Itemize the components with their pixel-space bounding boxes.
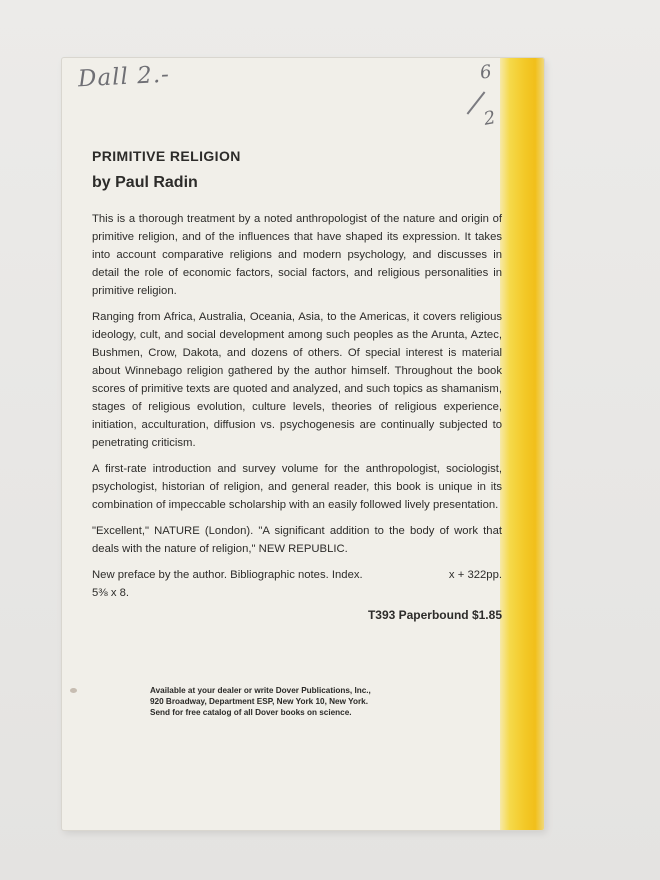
- footer-line: Available at your dealer or write Dover Publications, Inc.,: [150, 686, 371, 695]
- description-paragraph: Ranging from Africa, Australia, Oceania, Asia, to the Americas, it covers religious ideology, cult, and social development among such peoples as the Arunta, Aztec, Bushmen, Crow, Dakota, and dozens of others. Of special interest is material about Winnebago religion gathered by the author himself. Throughout the book scores of primitive texts are quoted and analyzed, and such topics as shamanism, stages of religious evolution, culture levels, theories of religious experience, initiation, acculturation, diffusion vs. psychogenesis are continually subjected to penetrating criticism.: [92, 311, 502, 449]
- catalog-price: T393 Paperbound $1.85: [367, 608, 502, 622]
- paper-smudge: [70, 688, 77, 693]
- page-count: x + 322pp.: [448, 569, 502, 581]
- footer-line: 920 Broadway, Department ESP, New York 10, New York.: [150, 697, 368, 706]
- details-text: New preface by the author. Bibliographic notes. Index.: [92, 569, 363, 581]
- yellow-edge-stripe: [500, 58, 544, 830]
- description-paragraph: This is a thorough treatment by a noted anthropologist of the nature and origin of primitive religion, and of the influences that have shaped its expression. It takes into account comparative religions and modern psychology, and discusses in detail the role of economic factors, social factors, and religious personalities in primitive religion.: [92, 213, 502, 297]
- publisher-footer: [150, 685, 450, 718]
- book-author: by Paul Radin: [92, 174, 198, 191]
- footer-line: Send for free catalog of all Dover books on science.: [150, 708, 352, 717]
- details-line: [92, 566, 502, 584]
- description-paragraph: A first-rate introduction and survey volume for the anthropologist, sociologist, psychologist, historian of religion, and general reader, this book is unique in its combination of impeccable scholarship with an easily followed lively presentation.: [92, 463, 502, 511]
- handwritten-corner-mark: 6: [478, 61, 493, 84]
- book-size: 5⅜ x 8.: [92, 587, 130, 599]
- cover-text-block: [92, 148, 502, 622]
- handwritten-corner-mark-2: 2: [482, 107, 498, 130]
- book-back-cover: [62, 58, 544, 830]
- review-quotes: "Excellent," NATURE (London). "A significant addition to the body of work that deals with the nature of religion," NEW REPUBLIC.: [92, 525, 502, 555]
- book-title: PRIMITIVE RELIGION: [92, 148, 241, 164]
- handwritten-price-note: Dall 2.-: [77, 61, 171, 93]
